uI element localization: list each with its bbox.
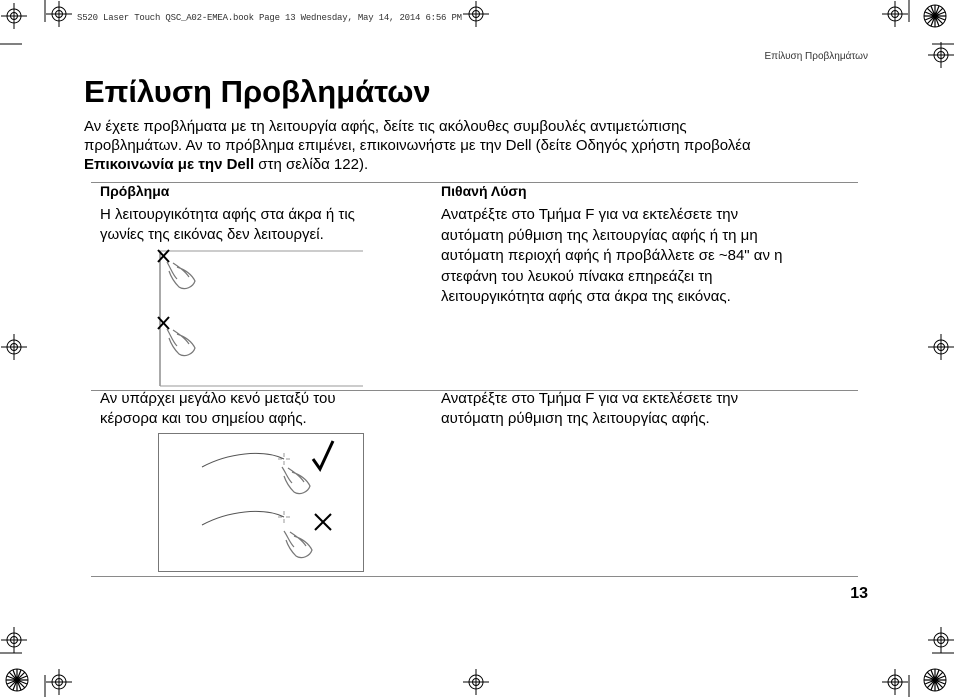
row-2-problem: [100, 389, 430, 429]
row-2-solution: [441, 389, 861, 429]
row-1-solution-line: Ανατρέξτε στο Τμήμα F για να εκτελέσετε την: [441, 206, 739, 223]
row-2-solution-line: αυτόματη ρύθμιση της λειτουργίας αφής.: [441, 410, 710, 427]
row-2-solution-line: Ανατρέξτε στο Τμήμα F για να εκτελέσετε την: [441, 390, 739, 407]
intro-paragraph: [84, 117, 874, 174]
hand-icon: [167, 329, 195, 356]
row-1-solution-line: αυτόματη ρύθμιση της λειτουργίας αφής ή τη μη: [441, 226, 758, 244]
edge-touch-illustration: [155, 247, 365, 387]
row-1-solution-line: λειτουργικότητα αφής στα άκρα της εικόνας.: [441, 288, 731, 305]
intro-line-3: [84, 155, 874, 174]
table-bottom-rule: [91, 576, 858, 577]
running-head: Επίλυση Προβλημάτων: [764, 51, 868, 62]
slug-line: S520 Laser Touch QSC_A02-EMEA.book Page 13 Wednesday, May 14, 2014 6:56 PM: [77, 13, 462, 23]
crop-mark-top-left: [0, 0, 45, 44]
intro-tail: στη σελίδα 122).: [254, 156, 369, 173]
header-problem: Πρόβλημα: [100, 183, 170, 199]
row-1-problem: [100, 205, 430, 245]
page-number: 13: [850, 585, 868, 602]
cursor-gap-illustration: [158, 433, 364, 572]
row-2-problem-line: κέρσορα και του σημείου αφής.: [100, 410, 307, 427]
row-1-problem-line: γωνίες της εικόνας δεν λειτουργεί.: [100, 226, 324, 243]
page-title: Επίλυση Προβλημάτων: [84, 74, 431, 109]
row-1-solution-line: αυτόματη περιοχή αφής ή προβάλλετε σε ~84" αν η: [441, 247, 783, 264]
row-1-problem-line: Η λειτουργικότητα αφής στα άκρα ή τις: [100, 206, 355, 223]
intro-line-2: προβλημάτων. Αν το πρόβλημα επιμένει, επικοινωνήστε με την Dell (δείτε Οδηγός χρήστη προβολέα: [84, 137, 751, 154]
row-1-solution-line: στεφάνη του λευκού πίνακα επηρεάζει τη: [441, 267, 713, 285]
dell-contact-link[interactable]: Επικοινωνία με την Dell: [84, 156, 255, 173]
header-solution: Πιθανή Λύση: [441, 183, 527, 199]
hand-icon: [167, 262, 195, 289]
row-2-problem-line: Αν υπάρχει μεγάλο κενό μεταξύ του: [100, 390, 336, 407]
row-1-solution: [441, 205, 861, 308]
intro-line-1: Αν έχετε προβλήματα με τη λειτουργία αφής, δείτε τις ακόλουθες συμβουλές αντιμετώπισης: [84, 118, 687, 135]
